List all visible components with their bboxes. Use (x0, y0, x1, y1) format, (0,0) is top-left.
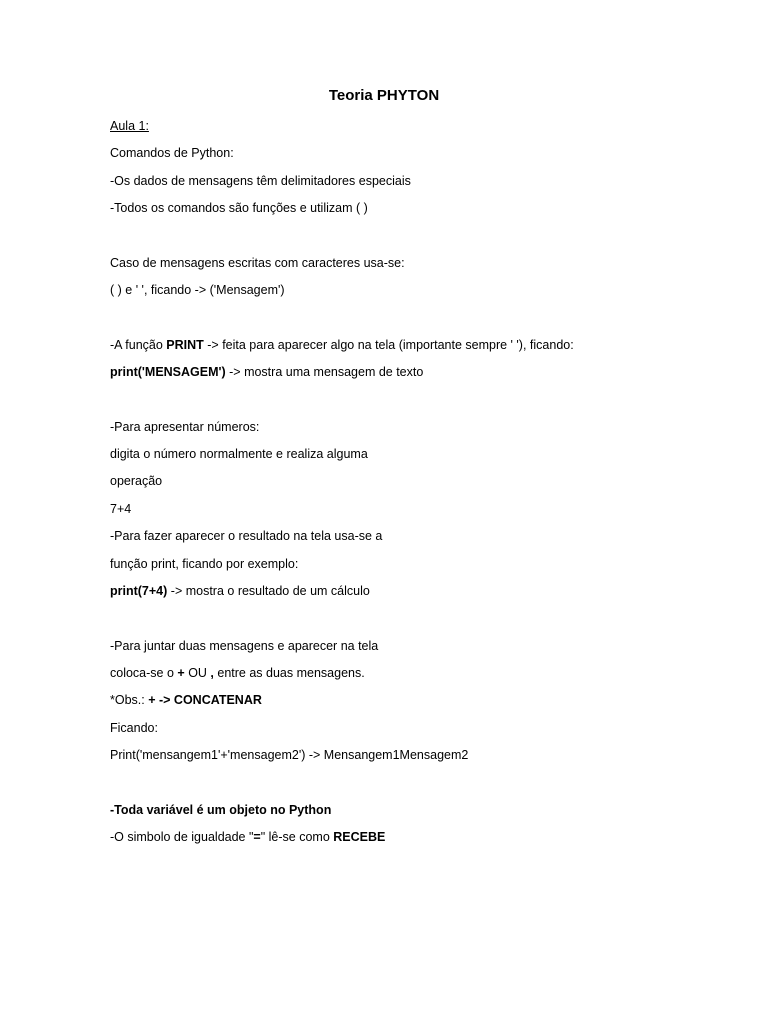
text-line: -Toda variável é um objeto no Python (110, 803, 332, 817)
bold-span: print(7+4) (110, 584, 168, 598)
text-line: ( ) e ' ', ficando -> ('Mensagem') (110, 283, 285, 297)
text-line (110, 583, 370, 599)
text-line: -Para apresentar números: (110, 420, 260, 434)
document-title: Teoria PHYTON (328, 87, 440, 104)
lesson-heading: Aula 1: (110, 119, 149, 133)
text-span: entre as duas mensagens. (213, 666, 365, 680)
text-span: -O simbolo de igualdade " (110, 830, 254, 844)
text-line: 7+4 (110, 502, 132, 516)
text-line: Print('mensangem1'+'mensagem2') -> Mensangem1Mensagem2 (110, 748, 469, 762)
text-line: Caso de mensagens escritas com caracteres usa-se: (110, 256, 405, 270)
text-span: " lê-se como (260, 830, 334, 844)
text-line: -Os dados de mensagens têm delimitadores especiais (110, 174, 411, 188)
text-line: Ficando: (110, 721, 158, 735)
text-line (110, 665, 365, 681)
text-line (110, 692, 262, 708)
bold-span: + -> CONCATENAR (148, 693, 262, 707)
text-line (110, 337, 574, 353)
text-line: digita o número normalmente e realiza alguma (110, 447, 368, 461)
text-span: -> mostra uma mensagem de texto (225, 365, 424, 379)
text-span: -> feita para aparecer algo na tela (importante sempre ' '), ficando: (203, 338, 574, 352)
text-span: -A função (110, 338, 167, 352)
text-line: função print, ficando por exemplo: (110, 557, 299, 571)
text-line: -Para fazer aparecer o resultado na tela usa-se a (110, 529, 383, 543)
text-line: -Todos os comandos são funções e utilizam ( ) (110, 201, 368, 215)
text-line (110, 829, 385, 845)
text-span: OU (184, 666, 211, 680)
text-line: operação (110, 474, 163, 488)
bold-span: RECEBE (333, 830, 386, 844)
text-span: -> mostra o resultado de um cálculo (167, 584, 370, 598)
text-line: Comandos de Python: (110, 146, 234, 160)
bold-span: PRINT (166, 338, 204, 352)
text-line: -Para juntar duas mensagens e aparecer na tela (110, 639, 379, 653)
bold-span: + (177, 666, 185, 680)
text-span: coloca-se o (110, 666, 178, 680)
text-span: *Obs.: (110, 693, 149, 707)
bold-span: print('MENSAGEM') (110, 365, 226, 379)
text-line (110, 364, 423, 380)
bold-span: , (210, 666, 214, 680)
bold-span: = (253, 830, 261, 844)
